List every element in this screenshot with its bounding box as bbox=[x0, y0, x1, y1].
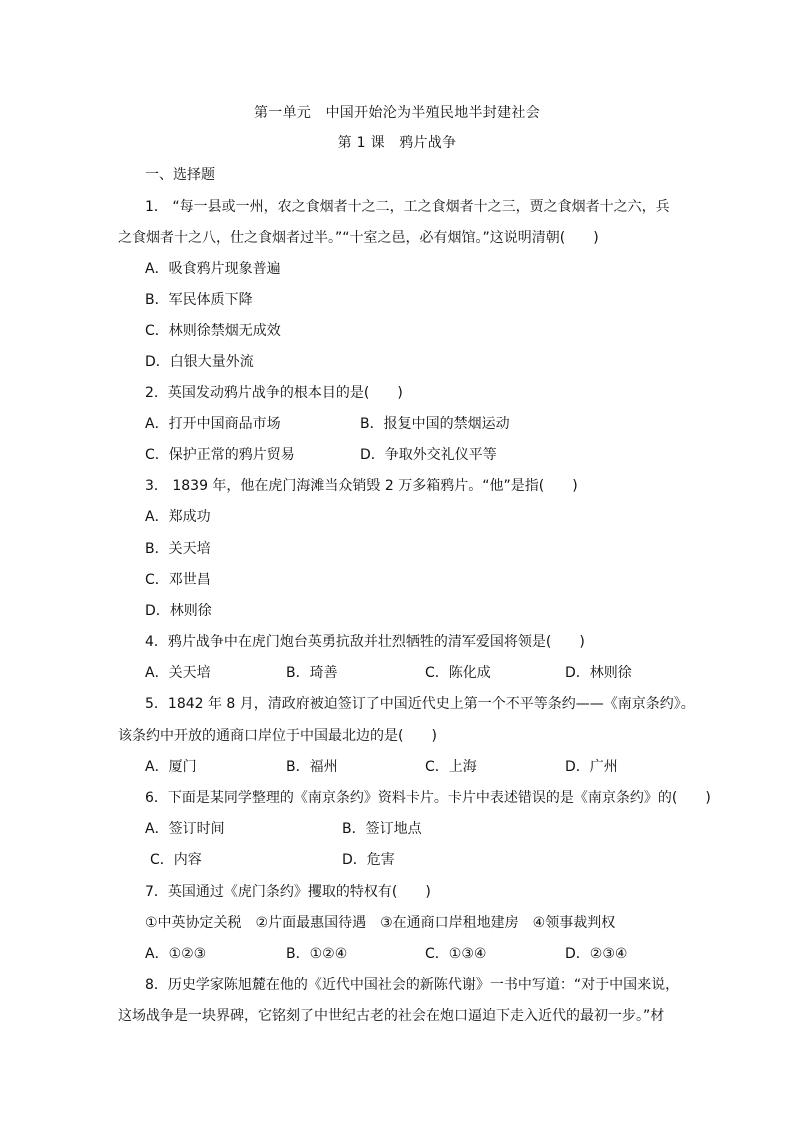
question-7-option-c: C．①③④ bbox=[425, 946, 487, 962]
question-4-option-c: C．陈化成 bbox=[425, 665, 491, 681]
question-2-option-d: D．争取外交礼仪平等 bbox=[360, 447, 497, 463]
question-4-option-b: B．琦善 bbox=[286, 665, 338, 681]
question-8-stem-line-1: 8．历史学家陈旭麓在他的《近代中国社会的新陈代谢》一书中写道：“对于中国来说， bbox=[145, 977, 680, 993]
question-1-option-b: B．军民体质下降 bbox=[145, 292, 253, 308]
question-8-stem-line-2: 这场战争是一块界碑，它铭刻了中世纪古老的社会在炮口逼迫下走入近代的最初一步。”材 bbox=[118, 1008, 665, 1024]
question-3-option-c: C．邓世昌 bbox=[145, 572, 211, 588]
question-7-option-d: D．②③④ bbox=[565, 946, 628, 962]
question-3-option-b: B．关天培 bbox=[145, 541, 211, 557]
question-2-option-c: C．保护正常的鸦片贸易 bbox=[145, 447, 295, 463]
unit-title: 第一单元 中国开始沦为半殖民地半封建社会 bbox=[254, 105, 540, 121]
question-6-stem: 6．下面是某同学整理的《南京条约》资料卡片。卡片中表述错误的是《南京条约》的( ) bbox=[145, 790, 711, 806]
question-5-option-d: D．广州 bbox=[565, 759, 618, 775]
question-5-option-c: C．上海 bbox=[425, 759, 477, 775]
question-1-option-c: C．林则徐禁烟无成效 bbox=[145, 323, 281, 339]
question-7-option-b: B．①②④ bbox=[286, 946, 348, 962]
question-1-option-d: D．白银大量外流 bbox=[145, 354, 254, 370]
question-3-option-a: A．郑成功 bbox=[145, 509, 211, 525]
question-5-stem-line-2: 该条约中开放的通商口岸位于中国最北边的是( ) bbox=[118, 728, 437, 744]
question-7-sub-items: ①中英协定关税 ②片面最惠国待遇 ③在通商口岸租地建房 ④领事裁判权 bbox=[145, 915, 616, 931]
question-4-option-d: D．林则徐 bbox=[565, 665, 632, 681]
question-5-stem-line-1: 5．1842 年 8 月，清政府被迫签订了中国近代史上第一个不平等条约——《南京条约》。 bbox=[145, 696, 695, 712]
question-5-option-b: B．福州 bbox=[286, 759, 338, 775]
lesson-title: 第 1 课 鸦片战争 bbox=[337, 135, 457, 151]
question-1-stem-line-1: 1． “每一县或一州，农之食烟者十之二，工之食烟者十之三，贾之食烟者十之六，兵 bbox=[145, 199, 670, 215]
question-6-option-c: C．内容 bbox=[150, 852, 202, 868]
question-1-stem-line-2: 之食烟者十之八，仕之食烟者过半。”“十室之邑，必有烟馆。”这说明清朝( ) bbox=[118, 230, 599, 246]
section-title: 一、选择题 bbox=[145, 167, 215, 183]
question-6-option-b: B．签订地点 bbox=[342, 821, 422, 837]
question-5-option-a: A．厦门 bbox=[145, 759, 197, 775]
question-3-option-d: D．林则徐 bbox=[145, 603, 212, 619]
question-2-stem: 2．英国发动鸦片战争的根本目的是( ) bbox=[145, 385, 403, 401]
question-4-stem: 4．鸦片战争中在虎门炮台英勇抗敌并壮烈牺牲的清军爱国将领是( ) bbox=[145, 634, 585, 650]
question-6-option-a: A．签订时间 bbox=[145, 821, 225, 837]
question-6-option-d: D．危害 bbox=[342, 852, 395, 868]
question-2-option-b: B．报复中国的禁烟运动 bbox=[360, 416, 510, 432]
question-1-option-a: A．吸食鸦片现象普遍 bbox=[145, 261, 281, 277]
question-7-option-a: A．①②③ bbox=[145, 946, 207, 962]
question-4-option-a: A．关天培 bbox=[145, 665, 211, 681]
question-2-option-a: A．打开中国商品市场 bbox=[145, 416, 281, 432]
question-7-stem: 7．英国通过《虎门条约》攫取的特权有( ) bbox=[145, 884, 431, 900]
question-3-stem: 3． 1839 年，他在虎门海滩当众销毁 2 万多箱鸦片。“他”是指( ) bbox=[145, 478, 578, 494]
